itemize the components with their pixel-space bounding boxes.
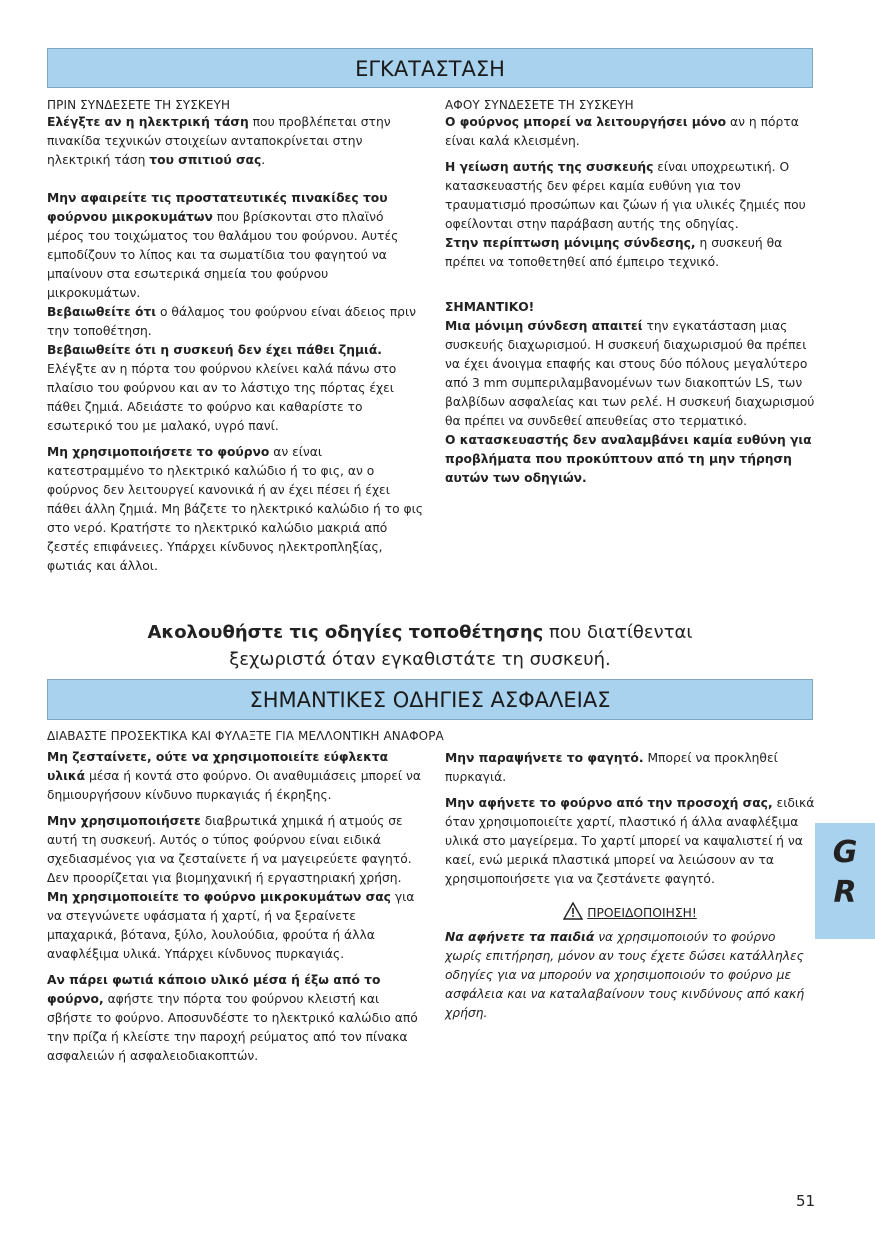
drying-fabrics-paragraph: Μη χρησιμοποιείτε το φούρνο μικροκυμάτων σας για να στεγνώνετε υφάσματα ή χαρτί, ή να ξεραίνετε μπαχαρικά, βότανα, ξύλο, λουλούδια, φρούτα ή άλλα αναφλέξιμα υλικά. Υπάρχει κίνδυνος πυρκαγιάς. [47,890,415,961]
installation-left-column [47,97,423,576]
cavity-empty-paragraph: Βεβαιωθείτε ότι ο θάλαμος του φούρνου είναι άδειος πριν την τοποθέτηση. [47,305,417,338]
safety-right-column [445,749,815,1023]
manufacturer-liability-paragraph: Ο κατασκευαστής δεν αναλαμβάνει καμία ευθύνη για προβλήματα που προκύπτουν από τη μην τήρηση αυτών των οδηγιών. [445,433,812,485]
important-label: ΣΗΜΑΝΤΙΚΟ! [445,300,535,314]
warning-triangle-icon [563,902,583,926]
do-not-use-paragraph: Μη χρησιμοποιήσετε το φούρνο αν είναι κατεστραμμένο το ηλεκτρικό καλώδιο ή το φις, αν ο φούρνος δεν λειτουργεί κανονικά ή αν έχει πέσει ή έχει πάθει άλλη ζημιά. Μη βάζετε το ηλεκτρικό καλώδιο ή το φις στο νερό. Κρατήστε το ηλεκτρικό καλώδιο μακριά από ζεστές επιφάνειες. Υπάρχει κίνδυνος ηλεκτροπληξίας, φωτιάς και άλλοι. [47,445,423,573]
language-tab-letter-2: R [833,875,857,910]
warning-title: ΠΡΟΕΙΔΟΠΟΙΗΣΗ! [587,906,697,920]
read-carefully-heading: ΔΙΑΒΑΣΤΕ ΠΡΟΣΕΚΤΙΚΑ ΚΑΙ ΦΥΛΑΞΤΕ ΓΙΑ ΜΕΛΛΟΝΤΙΚΗ ΑΝΑΦΟΡΑ [47,729,444,743]
follow-instructions-note: Ακολουθήστε τις οδηγίες τοποθέτησης που διατίθενται ξεχωριστά όταν εγκαθιστάτε τη συσκευή. [147,622,693,670]
section-title-safety: ΣΗΜΑΝΤΙΚΕΣ ΟΔΗΓΙΕΣ ΑΣΦΑΛΕΙΑΣ [47,679,813,720]
section-title-installation: ΕΓΚΑΤΑΣΤΑΣΗ [47,48,813,88]
after-connecting-heading: ΑΦΟΥ ΣΥΝΔΕΣΕΤΕ ΤΗ ΣΥΣΚΕΥΗ [445,98,634,112]
language-tab-letter-1: G [832,835,858,870]
installation-right-column [445,97,825,488]
page-number: 51 [796,1192,816,1210]
children-warning-paragraph: Να αφήνετε τα παιδιά να χρησιμοποιούν το φούρνο χωρίς επιτήρηση, μόνον αν τους έχετε δώσει κατάλληλες οδηγίες για να μπορούν να χρησιμοποιούν το φούρνο με ασφάλεια και να καταλαβαίνουν τους κινδύνους από κακή χρήση. [445,930,805,1020]
warning-heading [445,902,815,926]
unattended-oven-paragraph: Μην αφήνετε το φούρνο από την προσοχή σας, ειδικά όταν χρησιμοποιείτε χαρτί, πλαστικό ή άλλα αναφλέξιμα υλικά στο μαγείρεμα. Το χαρτί μπορεί να καψαλιστεί ή να καεί, ενώ μερικά πλαστικά μπορεί να λειώσουν αν τα χρησιμοποιήσετε για να ζεστάνετε φαγητό. [445,796,815,886]
door-closed-paragraph: Ο φούρνος μπορεί να λειτουργήσει μόνο αν η πόρτα είναι καλά κλεισμένη. [445,115,799,148]
protective-plates-paragraph: Μην αφαιρείτε τις προστατευτικές πινακίδες του φούρνου μικροκυμάτων που βρίσκονται στο πλαϊνό μέρος του τοιχώματος του θαλάμου του φούρνου. Αυτές εμποδίζουν το λίπος και τα σωματίδια του φαγητού να μπαίνουν στα εσωτερικά σημεία του φούρνου μικροκυμάτων. [47,191,399,300]
voltage-paragraph: Ελέγξτε αν η ηλεκτρική τάση που προβλέπεται στην πινακίδα τεχνικών στοιχείων ανταποκρίνεται στην ηλεκτρική τάση του σπιτιού σας. [47,115,391,167]
safety-left-column [47,748,423,1066]
no-damage-paragraph: Βεβαιωθείτε ότι η συσκευή δεν έχει πάθει ζημιά. Ελέγξτε αν η πόρτα του φούρνου κλείνει καλά πάνω στο πλαίσιο του φούρνου και αν το λάστιχο της πόρτας έχει πάθει ζημιά. Αδειάστε το φούρνο και καθαρίστε το εσωτερικό του με μαλακό, υγρό πανί. [47,343,397,433]
flammable-materials-paragraph: Μη ζεσταίνετε, ούτε να χρησιμοποιείτε εύφλεκτα υλικά μέσα ή κοντά στο φούρνο. Οι αναθυμιάσεις μπορεί να δημιουργήσουν κίνδυνο πυρκαγιάς ή έκρηξης. [47,750,421,802]
before-connecting-heading: ΠΡΙΝ ΣΥΝΔΕΣΕΤΕ ΤΗ ΣΥΣΚΕΥΗ [47,98,231,112]
earthing-paragraph: Η γείωση αυτής της συσκευής είναι υποχρεωτική. Ο κατασκευαστής δεν φέρει καμία ευθύνη για τον τραυματισμό προσώπων και ζώων ή για υλικές ζημιές που οφείλονται στην παράβαση αυτής της οδηγίας. [445,160,806,231]
permanent-connection-paragraph: Στην περίπτωση μόνιμης σύνδεσης, η συσκευή θα πρέπει να τοποθετηθεί από έμπειρο τεχνικό. [445,236,783,269]
language-tab [815,823,875,939]
overcooking-paragraph: Μην παραψήνετε το φαγητό. Μπορεί να προκληθεί πυρκαγιά. [445,751,778,784]
disconnect-device-paragraph: Μια μόνιμη σύνδεση απαιτεί την εγκατάσταση μιας συσκευής διαχωρισμού. Η συσκευή διαχωρισμού θα πρέπει να έχει άνοιγμα επαφής και στους δύο πόλους μεγαλύτερο από 3 mm συμπεριλαμβανομένων των διακοπτών LS, των βαλβίδων ασφαλείας και των ρελέ. Η συσκευή διαχωρισμού θα πρέπει να συνδεθεί απευθείας στο τερματικό. [445,319,815,428]
corrosive-chemicals-paragraph: Μην χρησιμοποιήσετε διαβρωτικά χημικά ή ατμούς σε αυτή τη συσκευή. Αυτός ο τύπος φούρνου είναι ειδικά σχεδιασμένος για να ζεσταίνετε ή να μαγειρεύετε φαγητό. Δεν προορίζεται για βιομηχανική ή εργαστηριακή χρήση. [47,814,412,885]
fire-inside-paragraph: Αν πάρει φωτιά κάποιο υλικό μέσα ή έξω από το φούρνο, αφήστε την πόρτα του φούρνου κλειστή και σβήστε το φούρνο. Αποσυνδέστε το ηλεκτρικό καλώδιο από την πρίζα ή κλείστε την παροχή ρεύματος από τον πίνακα ασφαλειών ή ασφαλειοδιακοπτών. [47,973,418,1063]
